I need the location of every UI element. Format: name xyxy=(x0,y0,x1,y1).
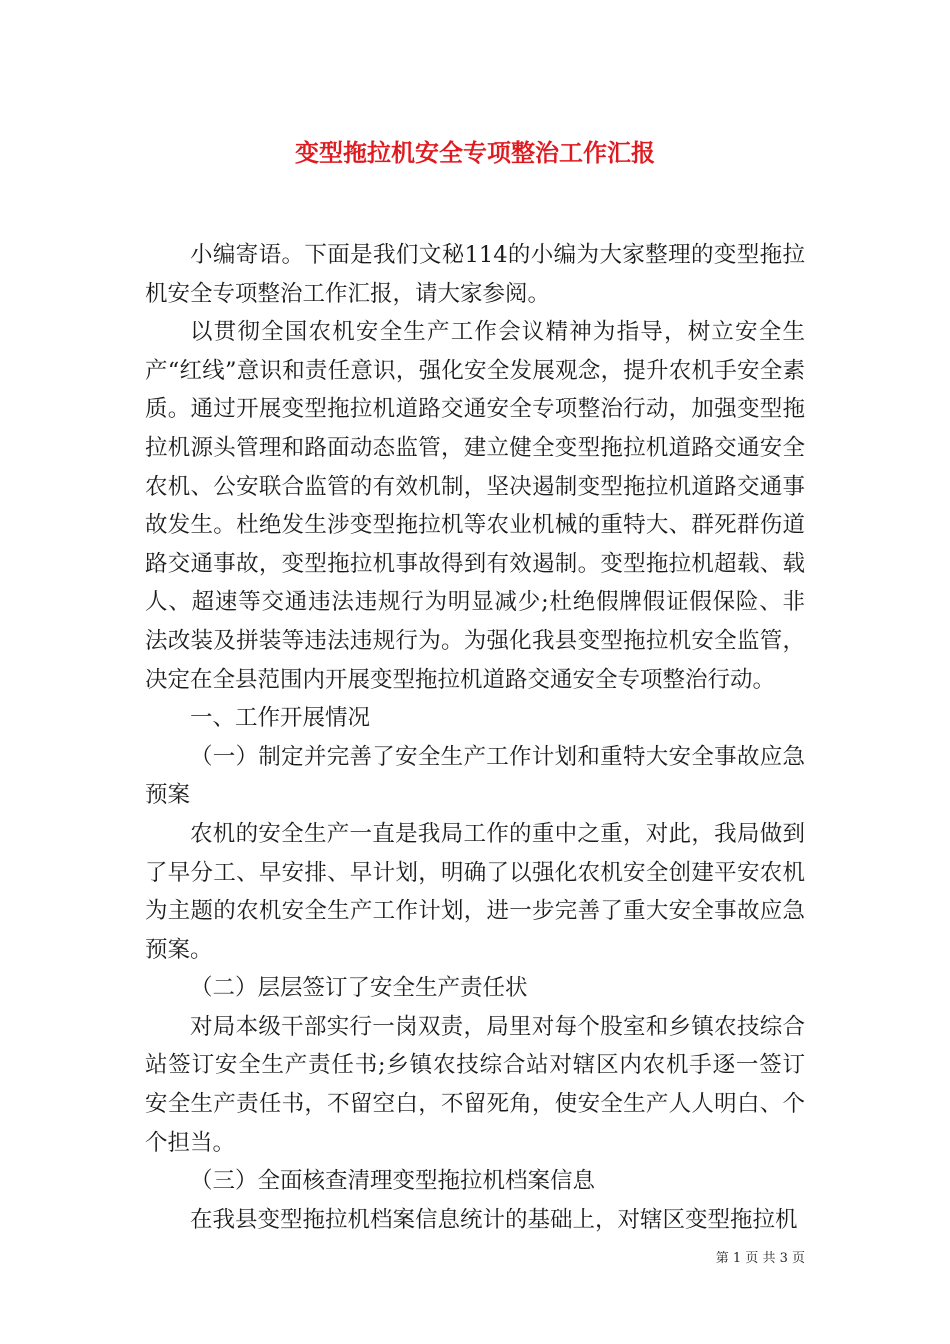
paragraph-guiding-principle: 以贯彻全国农机安全生产工作会议精神为指导，树立安全生产“红线”意识和责任意识，强化安全发展观念，提升农机手安全素质。通过开展变型拖拉机道路交通安全专项整治行动，加强变型拖拉机源头管理和路面动态监管，建立健全变型拖拉机道路交通安全农机、公安联合监管的有效机制，坚决遏制变型拖拉机道路交通事故发生。杜绝发生涉变型拖拉机等农业机械的重特大、群死群伤道路交通事故，变型拖拉机事故得到有效遏制。变型拖拉机超载、载人、超速等交通违法违规行为明显减少;杜绝假牌假证假保险、非法改装及拼装等违法违规行为。为强化我县变型拖拉机安全监管，决定在全县范围内开展变型拖拉机道路交通安全专项整治行动。 xyxy=(145,319,805,693)
section-heading-1: 一、工作开展情况 xyxy=(190,705,371,732)
subsection-heading-2: （二）层层签订了安全生产责任状 xyxy=(190,975,528,1002)
subsection-heading-3: （三）全面核查清理变型拖拉机档案信息 xyxy=(190,1168,596,1195)
paragraph-responsibility: 对局本级干部实行一岗双责，局里对每个股室和乡镇农技综合站签订安全生产责任书;乡镇农技综合站对辖区内农机手逐一签订安全生产责任书，不留空白，不留死角，使安全生产人人明白、个个担当。 xyxy=(145,1013,805,1156)
document-title: 变型拖拉机安全专项整治工作汇报 xyxy=(295,138,655,167)
document-body xyxy=(145,236,805,1239)
subsection-heading-1: （一）制定并完善了安全生产工作计划和重特大安全事故应急预案 xyxy=(145,743,805,809)
paragraph-safety-plan: 农机的安全生产一直是我局工作的重中之重，对此，我局做到了早分工、早安排、早计划，明确了以强化农机安全创建平安农机为主题的农机安全生产工作计划，进一步完善了重大安全事故应急预案。 xyxy=(145,820,805,963)
paragraph-intro: 小编寄语。下面是我们文秘114的小编为大家整理的变型拖拉机安全专项整治工作汇报，请大家参阅。 xyxy=(145,242,805,307)
paragraph-archive-check: 在我县变型拖拉机档案信息统计的基础上，对辖区变型拖拉机 xyxy=(190,1206,798,1233)
page-number: 第 1 页 共 3 页 xyxy=(715,1251,805,1266)
